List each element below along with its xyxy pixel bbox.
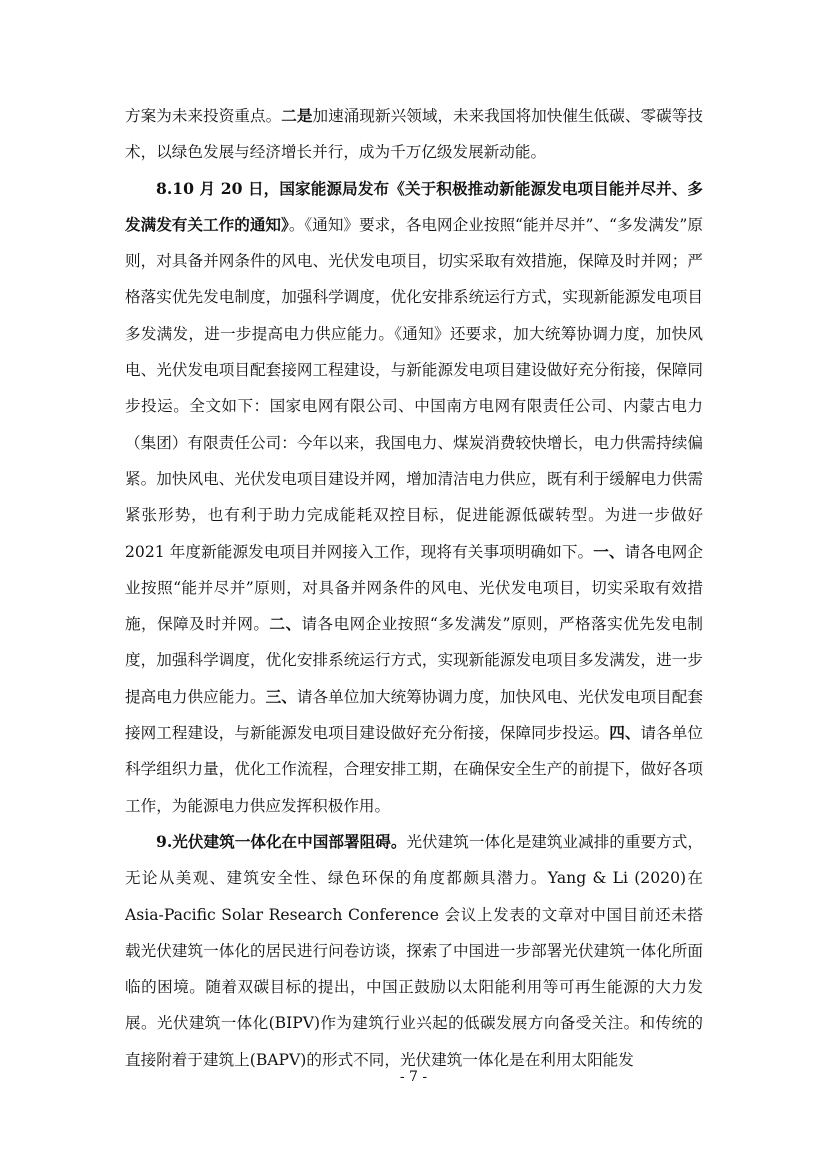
text-segment-bold: 一、 <box>593 541 625 561</box>
paragraph-continuation <box>125 98 703 171</box>
text-segment: 请各单位加大统筹协调力度，加快风电、光伏发电项目配套接网工程建设，与新能源发电项目建设做好充分衔接，保障同步投运。 <box>125 687 703 743</box>
item-9-heading: 9.光伏建筑一体化在中国部署阻碍。 <box>156 831 407 851</box>
text-segment-bold: 二、 <box>269 614 302 634</box>
paragraph-item-9 <box>125 824 703 1078</box>
paragraph-item-8 <box>125 171 703 824</box>
text-segment: 请各电网企业按照“能并尽并”原则，对具备并网条件的风电、光伏发电项目，切实采取有效措施，保障及时并网。 <box>125 542 703 634</box>
text-segment: 加速涌现新兴领域，未来我国将加快催生低碳、零碳等技术，以绿色发展与经济增长并行，成为千万亿级发展新动能。 <box>125 107 703 162</box>
item-8-heading: 8.10 月 20 日，国家能源局发布《关于积极推动新能源发电项目能并尽并、多发满发有关工作的通知》 <box>125 178 703 234</box>
text-segment: 请各单位科学组织力量，优化工作流程，合理安排工期，在确保安全生产的前提下，做好各项工作，为能源电力供应发挥积极作用。 <box>125 724 703 815</box>
text-segment: 光伏建筑一体化是建筑业减排的重要方式，无论从美观、建筑安全性、绿色环保的角度都颇具潜力。Yang & Li (2020)在 Asia-Pacific Solar Research Conference 会议上发表的文章对中国目前还未搭载光伏建筑一体化的居民进行问卷访谈，探索了中国进一步部署光伏建筑一体化所面临的困境。随着双碳目标的提出，中国正鼓励以太阳能利用等可再生能源的大力发展。光伏建筑一体化(BIPV)作为建筑行业兴起的低碳发展方向备受关注。和传统的直接附着于建筑上(BAPV)的形式不同，光伏建筑一体化是在利用太阳能发 <box>125 832 703 1069</box>
document-body <box>125 98 703 1078</box>
text-segment: 请各电网企业按照“多发满发”原则，严格落实优先发电制度，加强科学调度，优化安排系统运行方式，实现新能源发电项目多发满发，进一步提高电力供应能力。 <box>125 615 703 706</box>
text-segment-bold: 三、 <box>265 686 297 706</box>
text-segment: 方案为未来投资重点。 <box>125 107 282 125</box>
text-segment-bold: 四、 <box>609 723 641 743</box>
text-segment: 。《通知》要求，各电网企业按照“能并尽并”、“多发满发”原则，对具备并网条件的风电、光伏发电项目，切实采取有效措施，保障及时并网；严格落实优先发电制度，加强科学调度，优化安排系统运行方式，实现新能源发电项目多发满发，进一步提高电力供应能力。《通知》还要求，加大统筹协调力度，加快风电、光伏发电项目配套接网工程建设，与新能源发电项目建设做好充分衔接，保障同步投运。全文如下：国家电网有限公司、中国南方电网有限责任公司、内蒙古电力（集团）有限责任公司：今年以来，我国电力、煤炭消费较快增长，电力供需持续偏紧。加快风电、光伏发电项目建设并网，增加清洁电力供应，既有利于缓解电力供需紧张形势，也有利于助力完成能耗双控目标，促进能源低碳转型。为进一步做好 2021 年度新能源发电项目并网接入工作，现将有关事项明确如下。 <box>125 215 703 561</box>
text-segment-bold: 二是 <box>281 106 313 125</box>
page-number: - 7 - <box>399 1069 428 1085</box>
